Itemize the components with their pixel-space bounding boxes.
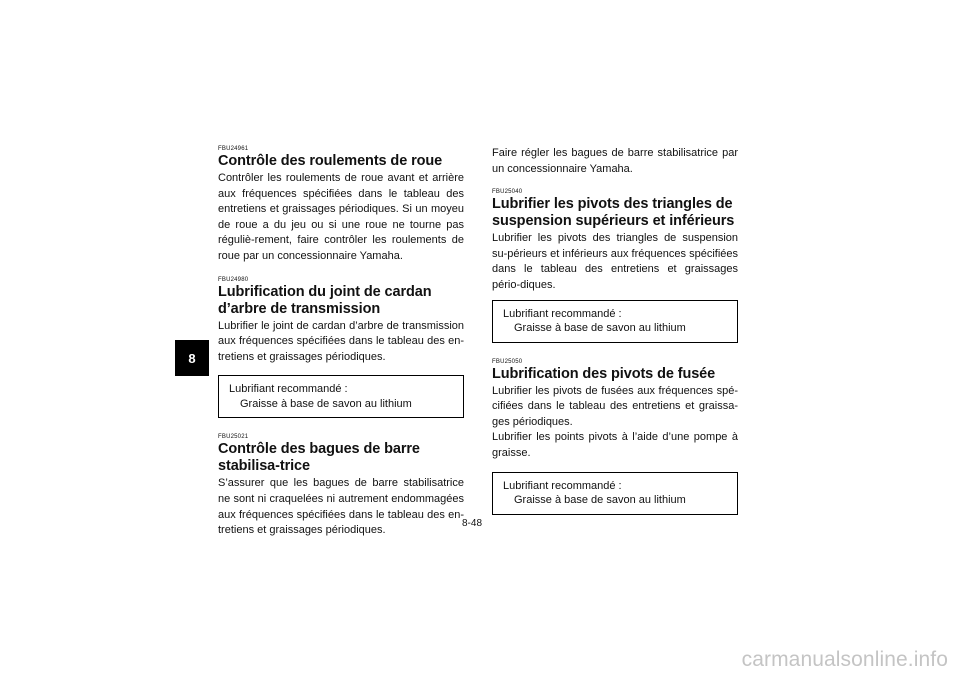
box-label: Lubrifiant recommandé :: [503, 307, 622, 320]
recommended-lubricant-box: [492, 300, 738, 343]
section-knuckle-pivots: [492, 359, 738, 515]
section-code: FBU25021: [218, 434, 249, 441]
section-body: Contrôler les roulements de roue avant et arrière aux fréquences spécifiées dans le tableau des entretiens et graissages périodiques. Si un moyeu de roue a du jeu ou si une roue ne tourne pas réguliè-rement, faire contrôler les roulements de roue par un concessionnaire Yamaha.: [218, 172, 464, 262]
box-label: Lubrifiant recommandé :: [503, 479, 622, 492]
section-wheel-bearings: [218, 146, 464, 265]
section-title: Contrôle des roulements de roue: [218, 153, 443, 169]
right-column: [492, 146, 738, 525]
section-title: Lubrification des pivots de fusée: [492, 365, 716, 382]
section-body-2: Lubrifier les points pivots à l’aide d’une pompe à graisse.: [492, 431, 738, 459]
section-body: Lubrifier les pivots des triangles de suspension su-périeurs et inférieurs aux fréquences spécifiées dans le tableau des entretiens et graissages pério-diques.: [492, 232, 738, 291]
section-driveshaft-joint: [218, 277, 464, 419]
section-code: FBU25040: [492, 189, 523, 196]
section-wishbone-pivots: [492, 189, 738, 342]
section-body: Lubrifier le joint de cardan d’arbre de transmission aux fréquences spécifiées dans le tableau des en-tretiens et graissages périodiques.: [218, 319, 464, 363]
section-body: S’assurer que les bagues de barre stabilisatrice ne sont ni craquelées ni autrement endommagées aux fréquences spécifiées dans le tableau des en-tretiens et graissages périodiques.: [218, 477, 464, 537]
section-title: Contrôle des bagues de barre stabilisa-trice: [218, 441, 420, 475]
section-title: Lubrifier les pivots des triangles de suspension supérieurs et inférieurs: [492, 196, 735, 230]
box-value: Graisse à base de savon au lithium: [514, 494, 686, 507]
section-stabilizer-bushings: [218, 434, 464, 538]
section-code: FBU25050: [492, 358, 523, 365]
intro-text: Faire régler les bagues de barre stabilisatrice par un concessionnaire Yamaha.: [492, 147, 738, 175]
section-code: FBU24961: [218, 146, 249, 152]
section-code: FBU24980: [218, 276, 249, 283]
box-label: Lubrifiant recommandé :: [229, 383, 348, 396]
left-column: [218, 146, 464, 549]
page-number: 8-48: [462, 518, 483, 529]
section-title: Lubrification du joint de cardan d’arbre de transmission: [218, 283, 432, 317]
recommended-lubricant-box: [492, 472, 738, 515]
section-body: Lubrifier les pivots de fusées aux fréquences spé-cifiées dans le tableau des entretiens et graissa-ges périodiques.: [492, 384, 738, 428]
box-value: Graisse à base de savon au lithium: [514, 322, 686, 335]
watermark: carmanualsonline.info: [741, 648, 948, 671]
box-value: Graisse à base de savon au lithium: [240, 397, 412, 410]
recommended-lubricant-box: [218, 375, 464, 418]
chapter-tab: 8: [175, 340, 209, 376]
